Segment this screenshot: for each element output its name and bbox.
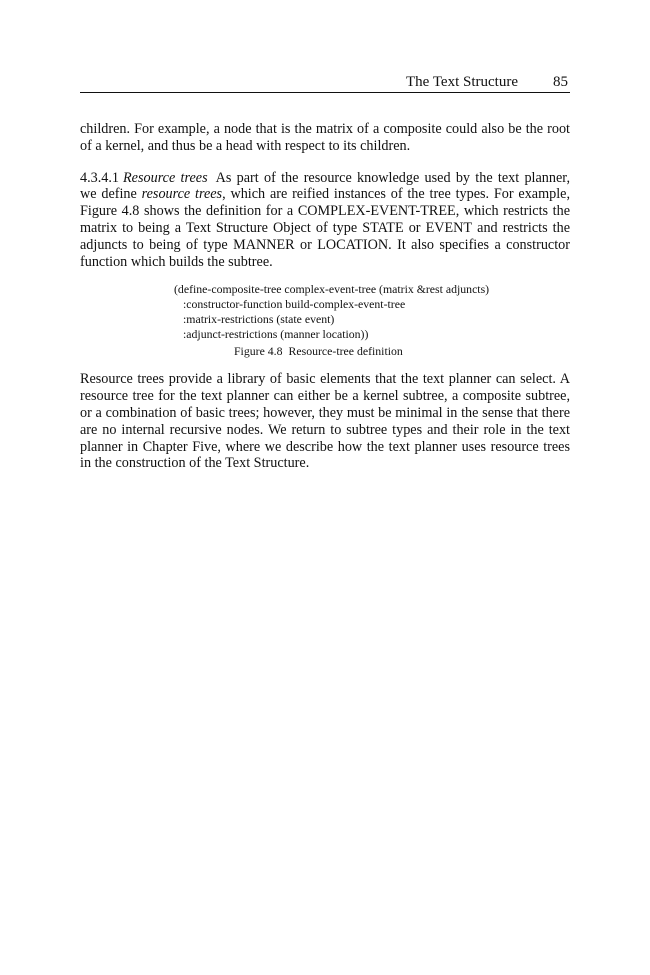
code-line: :adjunct-restrictions (manner location)): [183, 327, 369, 342]
section-paragraph: [80, 170, 570, 271]
running-header: [80, 70, 570, 93]
term-complex-event-tree: COMPLEX-EVENT-TREE: [297, 203, 456, 220]
figure-code: [174, 282, 570, 342]
page-number: 85: [553, 74, 568, 90]
figure-label: Figure 4.8: [234, 344, 283, 359]
term-resource-trees: resource trees: [141, 186, 223, 203]
section-text: As part of the resource knowledge used by the text planner, we define: [80, 169, 570, 203]
paragraph-continuation: children. For example, a node that is the matrix of a composite could also be the root of a kernel, and thus be a head with respect to its children.: [80, 121, 570, 154]
section-text: . It also specifies a constructor function which builds the subtree.: [80, 236, 570, 270]
section-text: , which restricts the matrix to being a Text Structure Object of type: [80, 203, 570, 236]
code-line: (define-composite-tree complex-event-tree (matrix &rest adjuncts): [174, 282, 490, 297]
running-title: The Text Structure: [406, 74, 518, 90]
term-state: STATE: [362, 219, 404, 236]
section-text: , which are reified instances of the tree types. For example, Figure 4.8 shows the definition for a: [80, 186, 571, 220]
code-line: :constructor-function build-complex-event-tree: [183, 297, 406, 312]
figure-caption: [234, 344, 570, 359]
term-location: LOCATION: [317, 236, 389, 253]
section-title: Resource trees: [123, 169, 208, 186]
term-event: EVENT: [425, 219, 473, 236]
page: [80, 70, 570, 472]
paragraph-resource-trees: Resource trees provide a library of basic elements that the text planner can select. A resource tree for the text planner can either be a kernel subtree, a composite subtree, or a combination of basic trees; however, they must be minimal in the sense that there are no internal recursive nodes. We return to subtree types and their role in the text planner in Chapter Five, where we describe how the text planner uses resource trees in the construction of the Text Structure.: [80, 371, 570, 472]
section-text: or: [403, 219, 426, 236]
section-number: 4.3.4.1: [80, 169, 120, 186]
term-manner: MANNER: [233, 236, 295, 253]
section-text: and restricts the adjuncts to being of type: [80, 219, 570, 253]
figure-caption-text: Resource-tree definition: [288, 344, 403, 359]
code-line: :matrix-restrictions (state event): [183, 312, 335, 327]
section-text: or: [294, 236, 318, 253]
